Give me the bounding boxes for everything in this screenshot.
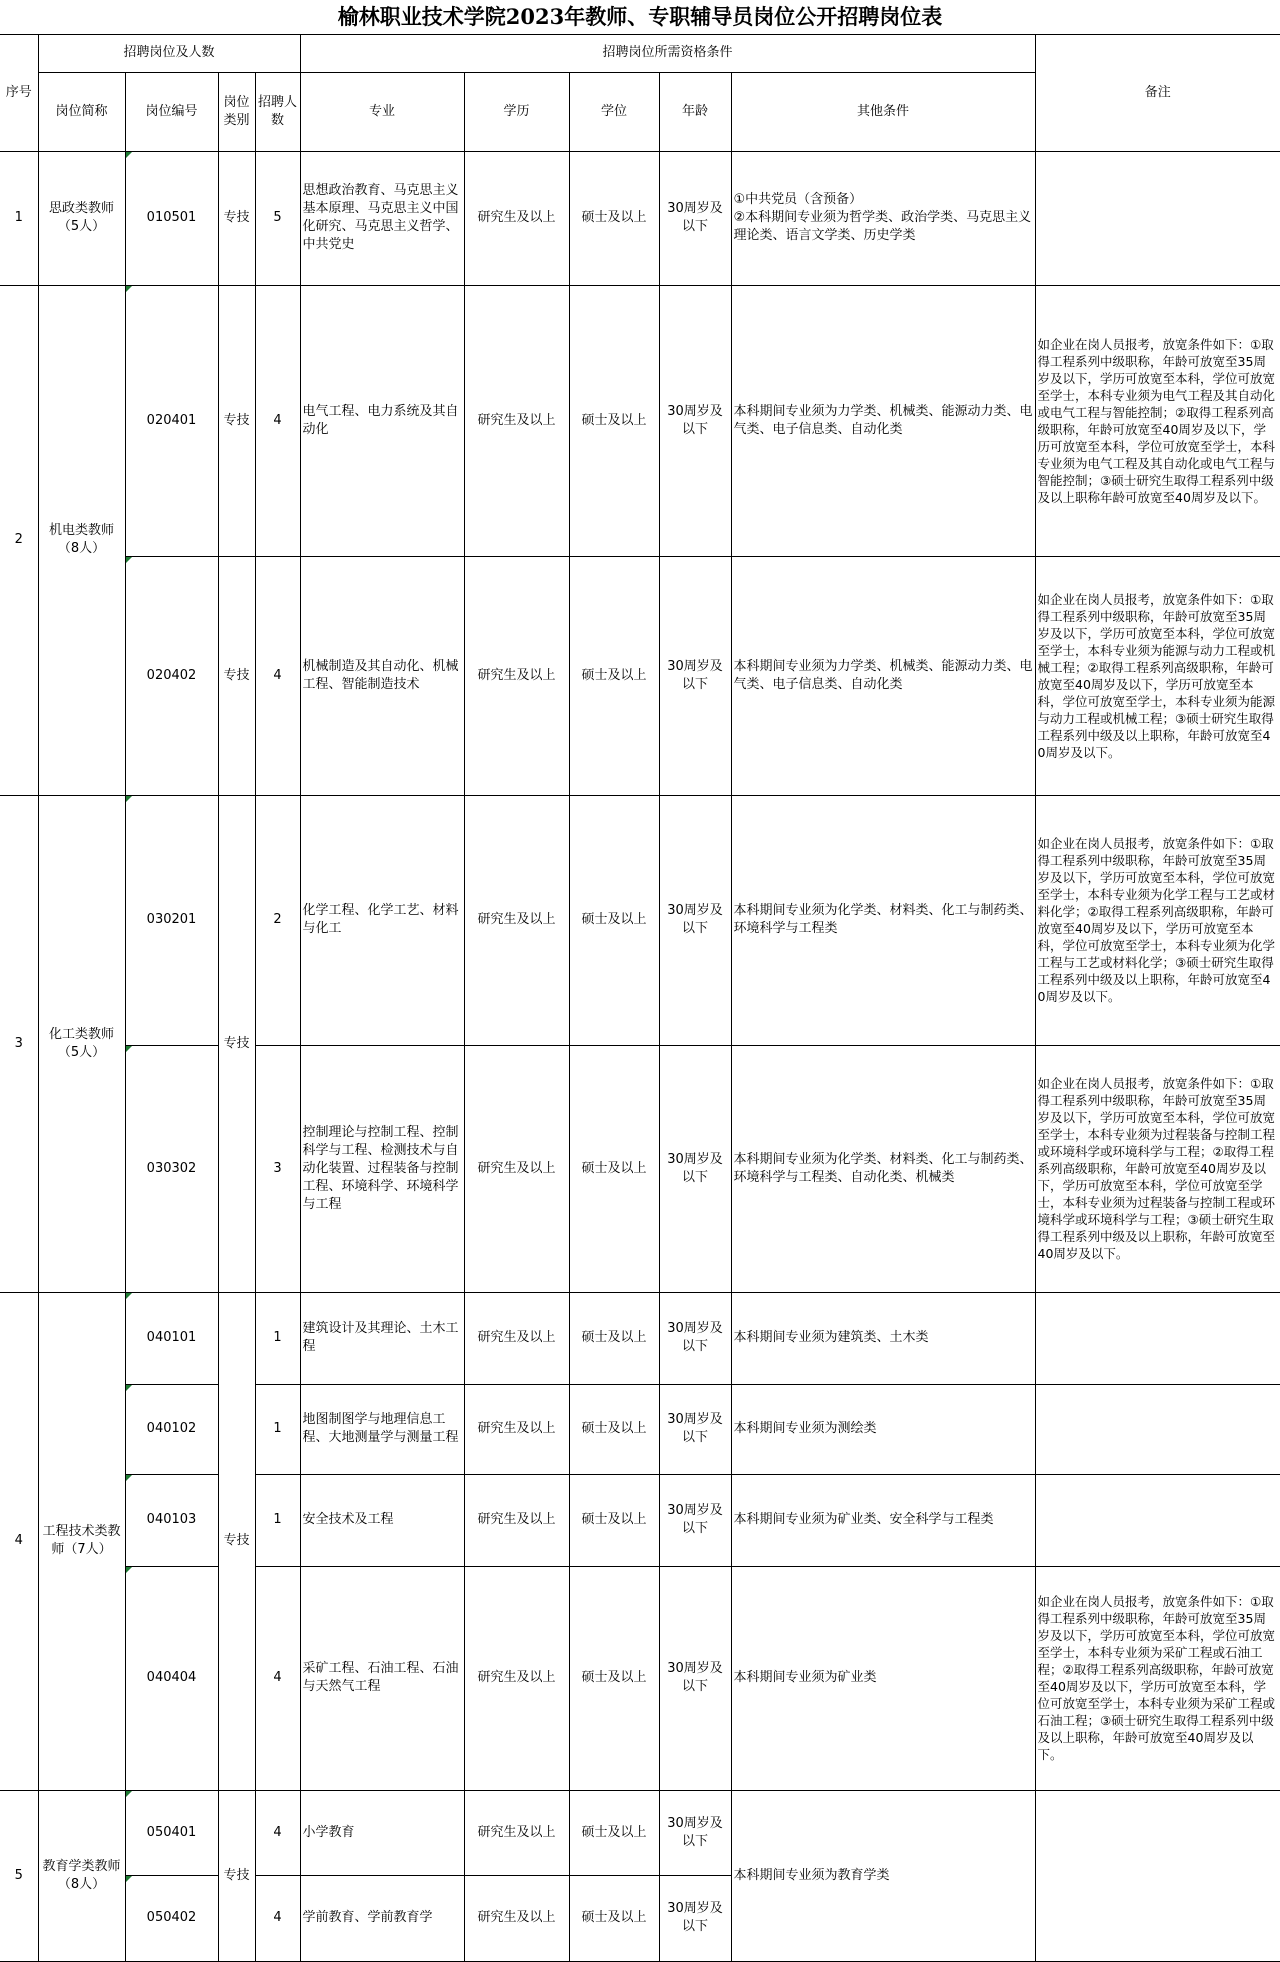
degree-cell: 硕士及以上 xyxy=(569,1045,659,1292)
remarks-cell: 如企业在岗人员报考，放宽条件如下：①取得工程系列中级职称，年龄可放宽至35周岁及以下，学历可放宽至本科，学位可放宽至学士，本科专业须为能源与动力工程或机械工程；②取得工程系列高级职称，年龄可放宽至40周岁及以下，学历可放宽至本科，学位可放宽至学士，本科专业须为能源与动力工程或机械工程；③硕士研究生取得工程系列中级及以上职称，年龄可放宽至40周岁及以下。 xyxy=(1035,556,1280,795)
education-cell: 研究生及以上 xyxy=(464,795,569,1045)
header-degree: 学位 xyxy=(569,72,659,151)
education-cell: 研究生及以上 xyxy=(464,285,569,556)
major-cell: 建筑设计及其理论、土木工程 xyxy=(300,1292,464,1384)
education-cell: 研究生及以上 xyxy=(464,1875,569,1961)
remarks-cell xyxy=(1035,1790,1280,1961)
remarks-cell: 如企业在岗人员报考，放宽条件如下：①取得工程系列中级职称，年龄可放宽至35周岁及以下，学历可放宽至本科，学位可放宽至学士，本科专业须为过程装备与控制工程或环境科学或环境科学与工程；②取得工程系列高级职称，年龄可放宽至40周岁及以下，学历可放宽至本科，学位可放宽至学士，本科专业须为过程装备与控制工程或环境科学或环境科学与工程；③硕士研究生取得工程系列中级及以上职称，年龄可放宽至40周岁及以下。 xyxy=(1035,1045,1280,1292)
other-conditions-cell: 本科期间专业须为教育学类 xyxy=(731,1790,1035,1961)
major-cell: 采矿工程、石油工程、石油与天然气工程 xyxy=(300,1566,464,1790)
post-name-cell: 教育学类教师（8人） xyxy=(38,1790,125,1961)
header-other: 其他条件 xyxy=(731,72,1035,151)
count-cell: 5 xyxy=(255,151,300,285)
degree-cell: 硕士及以上 xyxy=(569,1474,659,1566)
post-name-cell: 化工类教师（5人） xyxy=(38,795,125,1292)
education-cell: 研究生及以上 xyxy=(464,1790,569,1875)
other-conditions-cell: 本科期间专业须为化学类、材料类、化工与制药类、环境科学与工程类、自动化类、机械类 xyxy=(731,1045,1035,1292)
table-row xyxy=(0,1474,1280,1566)
table-row xyxy=(0,1292,1280,1384)
header-education: 学历 xyxy=(464,72,569,151)
other-conditions-cell: 本科期间专业须为力学类、机械类、能源动力类、电气类、电子信息类、自动化类 xyxy=(731,285,1035,556)
age-cell: 30周岁及以下 xyxy=(659,1384,731,1474)
count-cell: 1 xyxy=(255,1292,300,1384)
header-group-requirements: 招聘岗位所需资格条件 xyxy=(300,35,1035,72)
post-code-cell: 050401 xyxy=(125,1790,218,1875)
seq-cell: 4 xyxy=(0,1292,38,1790)
header-remarks: 备注 xyxy=(1035,35,1280,151)
education-cell: 研究生及以上 xyxy=(464,1474,569,1566)
remarks-cell: 如企业在岗人员报考，放宽条件如下：①取得工程系列中级职称，年龄可放宽至35周岁及以下，学历可放宽至本科，学位可放宽至学士，本科专业须为化学工程与工艺或材料化学；②取得工程系列高级职称，年龄可放宽至40周岁及以下，学历可放宽至本科，学位可放宽至学士，本科专业须为化学工程与工艺或材料化学；③硕士研究生取得工程系列中级及以上职称，年龄可放宽至40周岁及以下。 xyxy=(1035,795,1280,1045)
post-type-cell: 专技 xyxy=(218,151,255,285)
age-cell: 30周岁及以下 xyxy=(659,151,731,285)
other-conditions-cell: 本科期间专业须为矿业类 xyxy=(731,1566,1035,1790)
table-row xyxy=(0,285,1280,556)
remarks-cell: 如企业在岗人员报考，放宽条件如下：①取得工程系列中级职称，年龄可放宽至35周岁及以下，学历可放宽至本科，学位可放宽至学士，本科专业须为采矿工程或石油工程；②取得工程系列高级职称，年龄可放宽至40周岁及以下，学历可放宽至本科，学位可放宽至学士，本科专业须为采矿工程或石油工程；③硕士研究生取得工程系列中级及以上职称，年龄可放宽至40周岁及以下。 xyxy=(1035,1566,1280,1790)
post-name-cell: 工程技术类教师（7人） xyxy=(38,1292,125,1790)
post-code-cell: 050402 xyxy=(125,1875,218,1961)
degree-cell: 硕士及以上 xyxy=(569,1292,659,1384)
education-cell: 研究生及以上 xyxy=(464,556,569,795)
age-cell: 30周岁及以下 xyxy=(659,1292,731,1384)
age-cell: 30周岁及以下 xyxy=(659,556,731,795)
count-cell: 4 xyxy=(255,285,300,556)
post-code-cell: 020402 xyxy=(125,556,218,795)
table-row xyxy=(0,1045,1280,1292)
major-cell: 思想政治教育、马克思主义基本原理、马克思主义中国化研究、马克思主义哲学、中共党史 xyxy=(300,151,464,285)
major-cell: 地图制图学与地理信息工程、大地测量学与测量工程 xyxy=(300,1384,464,1474)
degree-cell: 硕士及以上 xyxy=(569,795,659,1045)
remarks-cell xyxy=(1035,151,1280,285)
age-cell: 30周岁及以下 xyxy=(659,1566,731,1790)
degree-cell: 硕士及以上 xyxy=(569,1566,659,1790)
major-cell: 小学教育 xyxy=(300,1790,464,1875)
education-cell: 研究生及以上 xyxy=(464,1045,569,1292)
header-age: 年龄 xyxy=(659,72,731,151)
age-cell: 30周岁及以下 xyxy=(659,795,731,1045)
post-code-cell: 040404 xyxy=(125,1566,218,1790)
education-cell: 研究生及以上 xyxy=(464,151,569,285)
major-cell: 化学工程、化学工艺、材料与化工 xyxy=(300,795,464,1045)
count-cell: 2 xyxy=(255,795,300,1045)
major-cell: 安全技术及工程 xyxy=(300,1474,464,1566)
age-cell: 30周岁及以下 xyxy=(659,285,731,556)
count-cell: 4 xyxy=(255,1790,300,1875)
seq-cell: 3 xyxy=(0,795,38,1292)
other-conditions-cell: 本科期间专业须为建筑类、土木类 xyxy=(731,1292,1035,1384)
degree-cell: 硕士及以上 xyxy=(569,556,659,795)
remarks-cell xyxy=(1035,1474,1280,1566)
post-name-cell: 思政类教师（5人） xyxy=(38,151,125,285)
table-row xyxy=(0,1384,1280,1474)
degree-cell: 硕士及以上 xyxy=(569,1384,659,1474)
header-major: 专业 xyxy=(300,72,464,151)
post-type-cell: 专技 xyxy=(218,556,255,795)
count-cell: 3 xyxy=(255,1045,300,1292)
page-title: 榆林职业技术学院2023年教师、专职辅导员岗位公开招聘岗位表 xyxy=(0,0,1280,35)
seq-cell: 2 xyxy=(0,285,38,795)
post-code-cell: 030201 xyxy=(125,795,218,1045)
post-code-cell: 020401 xyxy=(125,285,218,556)
header-post-type: 岗位类别 xyxy=(218,72,255,151)
table-row xyxy=(0,151,1280,285)
post-type-cell: 专技 xyxy=(218,1790,255,1961)
post-type-cell: 专技 xyxy=(218,1292,255,1790)
post-name-cell: 机电类教师（8人） xyxy=(38,285,125,795)
post-code-cell: 040102 xyxy=(125,1384,218,1474)
major-cell: 学前教育、学前教育学 xyxy=(300,1875,464,1961)
degree-cell: 硕士及以上 xyxy=(569,285,659,556)
table-row xyxy=(0,1790,1280,1875)
post-code-cell: 040103 xyxy=(125,1474,218,1566)
post-code-cell: 010501 xyxy=(125,151,218,285)
other-conditions-cell: 本科期间专业须为力学类、机械类、能源动力类、电气类、电子信息类、自动化类 xyxy=(731,556,1035,795)
other-conditions-cell: 本科期间专业须为测绘类 xyxy=(731,1384,1035,1474)
count-cell: 4 xyxy=(255,1566,300,1790)
count-cell: 4 xyxy=(255,556,300,795)
post-type-cell: 专技 xyxy=(218,285,255,556)
header-seq: 序号 xyxy=(0,35,38,151)
count-cell: 4 xyxy=(255,1875,300,1961)
major-cell: 电气工程、电力系统及其自动化 xyxy=(300,285,464,556)
count-cell: 1 xyxy=(255,1474,300,1566)
post-code-cell: 030302 xyxy=(125,1045,218,1292)
header-count: 招聘人数 xyxy=(255,72,300,151)
table-row xyxy=(0,556,1280,795)
header-row-1 xyxy=(0,35,1280,72)
degree-cell: 硕士及以上 xyxy=(569,1790,659,1875)
education-cell: 研究生及以上 xyxy=(464,1384,569,1474)
major-cell: 机械制造及其自动化、机械工程、智能制造技术 xyxy=(300,556,464,795)
table-row xyxy=(0,1566,1280,1790)
remarks-cell xyxy=(1035,1384,1280,1474)
major-cell: 控制理论与控制工程、控制科学与工程、检测技术与自动化装置、过程装备与控制工程、环境科学、环境科学与工程 xyxy=(300,1045,464,1292)
seq-cell: 1 xyxy=(0,151,38,285)
recruitment-table xyxy=(0,35,1280,1962)
seq-cell: 5 xyxy=(0,1790,38,1961)
header-post-code: 岗位编号 xyxy=(125,72,218,151)
count-cell: 1 xyxy=(255,1384,300,1474)
remarks-cell xyxy=(1035,1292,1280,1384)
post-code-cell: 040101 xyxy=(125,1292,218,1384)
header-post-name: 岗位简称 xyxy=(38,72,125,151)
education-cell: 研究生及以上 xyxy=(464,1566,569,1790)
other-conditions-cell: 本科期间专业须为化学类、材料类、化工与制药类、环境科学与工程类 xyxy=(731,795,1035,1045)
table-row xyxy=(0,795,1280,1045)
age-cell: 30周岁及以下 xyxy=(659,1875,731,1961)
degree-cell: 硕士及以上 xyxy=(569,151,659,285)
remarks-cell: 如企业在岗人员报考，放宽条件如下：①取得工程系列中级职称，年龄可放宽至35周岁及以下，学历可放宽至本科，学位可放宽至学士，本科专业须为电气工程及其自动化或电气工程与智能控制；②取得工程系列高级职称，年龄可放宽至40周岁及以下，学历可放宽至本科，学位可放宽至学士，本科专业须为电气工程及其自动化或电气工程与智能控制；③硕士研究生取得工程系列中级及以上职称年龄可放宽至40周岁及以下。 xyxy=(1035,285,1280,556)
education-cell: 研究生及以上 xyxy=(464,1292,569,1384)
age-cell: 30周岁及以下 xyxy=(659,1790,731,1875)
age-cell: 30周岁及以下 xyxy=(659,1045,731,1292)
age-cell: 30周岁及以下 xyxy=(659,1474,731,1566)
post-type-cell: 专技 xyxy=(218,795,255,1292)
header-group-post: 招聘岗位及人数 xyxy=(38,35,300,72)
other-conditions-cell: 本科期间专业须为矿业类、安全科学与工程类 xyxy=(731,1474,1035,1566)
other-conditions-cell: ①中共党员（含预备） ②本科期间专业须为哲学类、政治学类、马克思主义理论类、语言文学类、历史学类 xyxy=(731,151,1035,285)
degree-cell: 硕士及以上 xyxy=(569,1875,659,1961)
